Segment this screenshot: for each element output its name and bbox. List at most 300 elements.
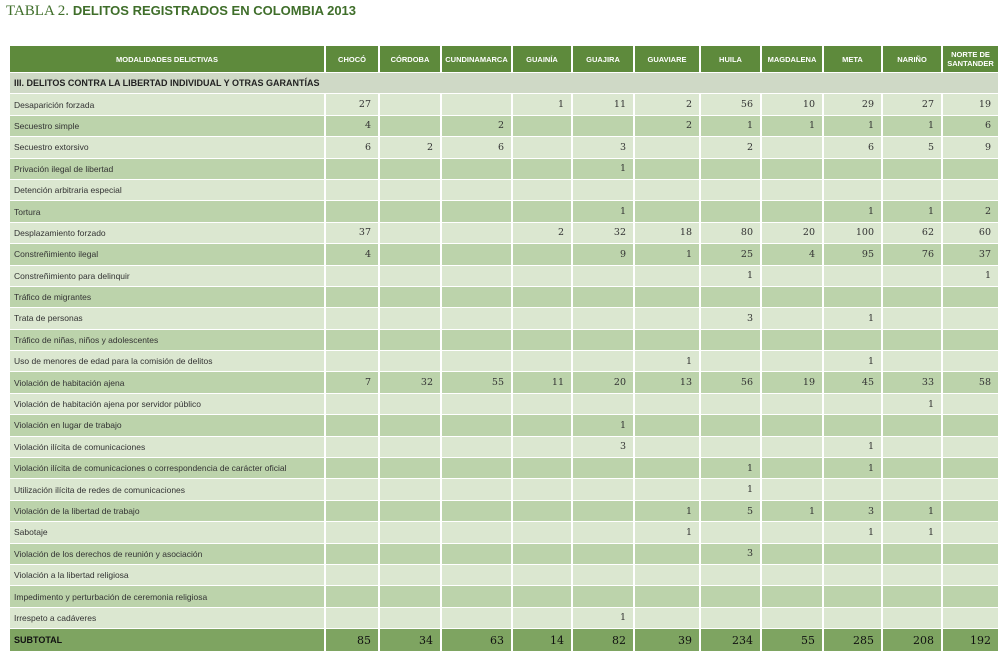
table-cell (326, 180, 378, 200)
subtotal-cell: 192 (943, 629, 998, 651)
table-cell (513, 201, 571, 221)
table-cell (326, 608, 378, 628)
table-row (10, 394, 998, 414)
table-cell: 58 (943, 372, 998, 392)
table-cell (573, 458, 633, 478)
table-cell (762, 458, 822, 478)
table-cell: 80 (701, 223, 760, 243)
table-cell (943, 608, 998, 628)
table-cell (442, 415, 511, 435)
table-cell: 55 (442, 372, 511, 392)
table-cell (442, 180, 511, 200)
table-cell (824, 479, 881, 499)
table-cell (762, 287, 822, 307)
table-cell (442, 522, 511, 542)
table-cell (326, 415, 378, 435)
subtotal-cell: 85 (326, 629, 378, 651)
table-cell (635, 201, 699, 221)
table-cell: 62 (883, 223, 941, 243)
table-cell (442, 351, 511, 371)
table-cell (635, 137, 699, 157)
row-label: Secuestro extorsivo (10, 137, 324, 157)
column-header: GUAINÍA (513, 46, 571, 72)
table-cell (943, 522, 998, 542)
table-cell (573, 266, 633, 286)
table-cell: 56 (701, 372, 760, 392)
table-cell (824, 565, 881, 585)
table-cell (380, 544, 440, 564)
table-cell: 10 (762, 94, 822, 114)
section-row (10, 73, 998, 93)
table-row (10, 501, 998, 521)
table-cell (762, 308, 822, 328)
subtotal-cell: 55 (762, 629, 822, 651)
table-cell (824, 394, 881, 414)
table-cell (442, 223, 511, 243)
table-cell (762, 479, 822, 499)
table-cell: 1 (824, 308, 881, 328)
table-cell (513, 180, 571, 200)
table-cell: 25 (701, 244, 760, 264)
table-cell (824, 544, 881, 564)
table-cell (326, 330, 378, 350)
table-cell (326, 201, 378, 221)
table-cell: 2 (701, 137, 760, 157)
table-cell (380, 522, 440, 542)
table-cell (883, 608, 941, 628)
table-cell (701, 394, 760, 414)
table-row (10, 608, 998, 628)
table-cell (326, 458, 378, 478)
table-cell (380, 437, 440, 457)
table-cell (513, 266, 571, 286)
table-cell (762, 586, 822, 606)
table-cell (824, 415, 881, 435)
table-row (10, 586, 998, 606)
table-cell (943, 180, 998, 200)
table-row (10, 137, 998, 157)
table-cell (635, 608, 699, 628)
column-header: NARIÑO (883, 46, 941, 72)
table-cell: 27 (326, 94, 378, 114)
table-cell (442, 544, 511, 564)
subtotal-cell: 39 (635, 629, 699, 651)
table-cell: 4 (762, 244, 822, 264)
table-cell: 19 (943, 94, 998, 114)
table-cell (762, 608, 822, 628)
table-cell (513, 437, 571, 457)
table-row (10, 351, 998, 371)
table-cell (326, 544, 378, 564)
table-cell: 1 (824, 522, 881, 542)
table-cell: 1 (943, 266, 998, 286)
table-row (10, 522, 998, 542)
table-cell (573, 308, 633, 328)
table-row (10, 201, 998, 221)
table-cell (635, 458, 699, 478)
table-cell (380, 394, 440, 414)
table-cell (326, 501, 378, 521)
table-cell (380, 608, 440, 628)
table-cell: 1 (635, 351, 699, 371)
section-title: III. DELITOS CONTRA LA LIBERTAD INDIVIDUAL Y OTRAS GARANTÍAS (10, 73, 998, 93)
table-cell (883, 565, 941, 585)
subtotal-row (10, 629, 998, 651)
table-cell: 29 (824, 94, 881, 114)
table-row (10, 565, 998, 585)
table-cell (635, 415, 699, 435)
table-cell: 1 (573, 201, 633, 221)
table-cell (701, 159, 760, 179)
table-cell (883, 544, 941, 564)
table-cell: 4 (326, 116, 378, 136)
table-cell: 1 (824, 201, 881, 221)
table-cell (701, 330, 760, 350)
table-cell (943, 287, 998, 307)
table-cell (943, 458, 998, 478)
row-label: Uso de menores de edad para la comisión de delitos (10, 351, 324, 371)
row-label: Impedimento y perturbación de ceremonia religiosa (10, 586, 324, 606)
table-cell (326, 479, 378, 499)
table-cell: 37 (326, 223, 378, 243)
table-body (10, 73, 998, 651)
table-cell (943, 330, 998, 350)
table-cell (573, 394, 633, 414)
table-cell: 3 (824, 501, 881, 521)
table-cell (943, 415, 998, 435)
table-row (10, 287, 998, 307)
table-cell: 2 (635, 116, 699, 136)
table-cell: 6 (824, 137, 881, 157)
table-cell (513, 544, 571, 564)
table-cell (701, 287, 760, 307)
column-header: NORTE DE SANTANDER (943, 46, 998, 72)
table-cell (883, 159, 941, 179)
table-cell (635, 308, 699, 328)
table-cell (883, 479, 941, 499)
table-cell: 95 (824, 244, 881, 264)
subtotal-cell: 82 (573, 629, 633, 651)
table-cell: 1 (762, 501, 822, 521)
table-cell (380, 201, 440, 221)
table-cell (943, 501, 998, 521)
table-cell (573, 501, 633, 521)
table-cell: 3 (701, 544, 760, 564)
table-cell (513, 458, 571, 478)
column-header: META (824, 46, 881, 72)
table-cell: 9 (943, 137, 998, 157)
table-cell (442, 244, 511, 264)
table-cell (513, 394, 571, 414)
table-cell: 6 (943, 116, 998, 136)
table-cell (824, 586, 881, 606)
table-cell (635, 159, 699, 179)
table-cell (380, 479, 440, 499)
table-cell: 1 (573, 415, 633, 435)
table-cell: 3 (573, 137, 633, 157)
table-cell (513, 501, 571, 521)
table-cell (380, 287, 440, 307)
table-cell: 100 (824, 223, 881, 243)
table-cell (762, 180, 822, 200)
subtotal-cell: 34 (380, 629, 440, 651)
table-row (10, 180, 998, 200)
table-cell (442, 266, 511, 286)
table-cell: 2 (442, 116, 511, 136)
row-label: Sabotaje (10, 522, 324, 542)
table-cell (635, 586, 699, 606)
table-cell (513, 137, 571, 157)
table-cell (326, 565, 378, 585)
table-cell: 1 (573, 159, 633, 179)
subtotal-cell: 14 (513, 629, 571, 651)
table-cell: 1 (824, 437, 881, 457)
table-cell (635, 565, 699, 585)
table-cell (943, 479, 998, 499)
table-cell: 1 (513, 94, 571, 114)
table-cell: 2 (943, 201, 998, 221)
table-cell (513, 565, 571, 585)
column-header: CÓRDOBA (380, 46, 440, 72)
table-title (6, 1, 356, 19)
table-cell (326, 586, 378, 606)
table-cell (701, 522, 760, 542)
table-cell (513, 586, 571, 606)
table-cell (824, 608, 881, 628)
table-cell (513, 351, 571, 371)
table-cell (943, 437, 998, 457)
table-row (10, 437, 998, 457)
row-label: Violación ilícita de comunicaciones (10, 437, 324, 457)
row-label: Detención arbitraria especial (10, 180, 324, 200)
table-row (10, 330, 998, 350)
table-cell: 32 (573, 223, 633, 243)
table-cell: 9 (573, 244, 633, 264)
table-cell: 1 (701, 479, 760, 499)
table-cell (442, 458, 511, 478)
column-header-modalidades: MODALIDADES DELICTIVAS (10, 46, 324, 72)
table-row (10, 94, 998, 114)
table-cell (762, 522, 822, 542)
table-cell (573, 330, 633, 350)
table-cell (573, 522, 633, 542)
subtotal-cell: 285 (824, 629, 881, 651)
table-row (10, 244, 998, 264)
table-cell (442, 201, 511, 221)
table-cell (635, 394, 699, 414)
table-cell: 1 (883, 522, 941, 542)
table-cell (762, 351, 822, 371)
table-cell (513, 330, 571, 350)
table-cell (442, 565, 511, 585)
table-cell (883, 266, 941, 286)
table-cell: 3 (701, 308, 760, 328)
table-cell (824, 330, 881, 350)
row-label: Irrespeto a cadáveres (10, 608, 324, 628)
table-row (10, 372, 998, 392)
row-label: Constreñimiento para delinquir (10, 266, 324, 286)
table-cell: 6 (442, 137, 511, 157)
table-cell: 19 (762, 372, 822, 392)
subtotal-cell: 234 (701, 629, 760, 651)
table-cell: 3 (573, 437, 633, 457)
table-title-number: TABLA 2. (6, 3, 69, 19)
table-cell (326, 437, 378, 457)
row-label: Tortura (10, 201, 324, 221)
table-cell: 1 (701, 116, 760, 136)
table-cell (762, 137, 822, 157)
table-cell (701, 586, 760, 606)
table-cell (442, 330, 511, 350)
table-cell (883, 437, 941, 457)
table-row (10, 116, 998, 136)
row-label: Violación de habitación ajena por servidor público (10, 394, 324, 414)
table-cell (883, 351, 941, 371)
table-cell (513, 479, 571, 499)
table-cell: 2 (635, 94, 699, 114)
table-cell (442, 394, 511, 414)
table-cell (762, 437, 822, 457)
table-cell (380, 501, 440, 521)
table-cell (883, 180, 941, 200)
subtotal-cell: 63 (442, 629, 511, 651)
table-row (10, 544, 998, 564)
table-cell (380, 586, 440, 606)
table-cell (573, 116, 633, 136)
table-row (10, 159, 998, 179)
table-cell (573, 479, 633, 499)
table-cell: 1 (824, 351, 881, 371)
table-cell: 32 (380, 372, 440, 392)
table-cell (380, 94, 440, 114)
table-cell (762, 159, 822, 179)
crimes-table (8, 45, 1000, 652)
table-cell (943, 159, 998, 179)
table-cell: 1 (824, 116, 881, 136)
table-cell (635, 544, 699, 564)
column-header: GUAVIARE (635, 46, 699, 72)
table-cell (442, 479, 511, 499)
table-cell (573, 586, 633, 606)
row-label: Tráfico de migrantes (10, 287, 324, 307)
table-cell (326, 394, 378, 414)
table-cell (762, 544, 822, 564)
table-cell (762, 565, 822, 585)
subtotal-cell: 208 (883, 629, 941, 651)
table-cell: 1 (573, 608, 633, 628)
table-cell (442, 308, 511, 328)
table-cell: 1 (635, 501, 699, 521)
table-cell (326, 159, 378, 179)
table-cell (326, 522, 378, 542)
column-header: CUNDINAMARCA (442, 46, 511, 72)
table-cell (635, 437, 699, 457)
table-cell (883, 415, 941, 435)
table-cell (513, 608, 571, 628)
table-cell (824, 266, 881, 286)
table-cell: 45 (824, 372, 881, 392)
table-cell: 1 (635, 244, 699, 264)
table-cell (824, 287, 881, 307)
table-cell: 27 (883, 94, 941, 114)
table-cell (824, 180, 881, 200)
table-cell: 4 (326, 244, 378, 264)
table-cell (442, 159, 511, 179)
table-cell (380, 159, 440, 179)
row-label: Trata de personas (10, 308, 324, 328)
table-cell (701, 565, 760, 585)
table-cell: 1 (883, 201, 941, 221)
row-label: Desplazamiento forzado (10, 223, 324, 243)
table-cell (573, 287, 633, 307)
table-cell: 18 (635, 223, 699, 243)
table-cell (326, 308, 378, 328)
table-cell (943, 308, 998, 328)
table-cell (943, 565, 998, 585)
table-cell (883, 586, 941, 606)
table-cell (442, 586, 511, 606)
table-cell (326, 266, 378, 286)
table-cell (380, 458, 440, 478)
table-cell (442, 501, 511, 521)
table-cell: 76 (883, 244, 941, 264)
table-cell (883, 287, 941, 307)
table-cell (573, 544, 633, 564)
row-label: Constreñimiento ilegal (10, 244, 324, 264)
table-cell (513, 116, 571, 136)
table-cell (701, 201, 760, 221)
row-label: Privación ilegal de libertad (10, 159, 324, 179)
table-cell: 1 (883, 116, 941, 136)
column-header: GUAJIRA (573, 46, 633, 72)
row-label: Violación a la libertad religiosa (10, 565, 324, 585)
row-label: Violación de los derechos de reunión y asociación (10, 544, 324, 564)
table-cell (883, 458, 941, 478)
table-cell (762, 394, 822, 414)
row-label: Desaparición forzada (10, 94, 324, 114)
table-cell: 1 (635, 522, 699, 542)
table-cell: 11 (573, 94, 633, 114)
table-cell (513, 287, 571, 307)
table-cell (442, 287, 511, 307)
table-cell (380, 180, 440, 200)
table-cell: 11 (513, 372, 571, 392)
column-header: CHOCÓ (326, 46, 378, 72)
table-cell (762, 330, 822, 350)
table-cell (701, 415, 760, 435)
table-cell: 20 (762, 223, 822, 243)
subtotal-label: SUBTOTAL (10, 629, 324, 651)
row-label: Violación en lugar de trabajo (10, 415, 324, 435)
table-cell (701, 608, 760, 628)
table-row (10, 223, 998, 243)
table-cell (824, 159, 881, 179)
table-cell (762, 201, 822, 221)
table-cell (380, 244, 440, 264)
table-cell (883, 308, 941, 328)
table-cell (326, 287, 378, 307)
table-cell (513, 159, 571, 179)
table-cell (635, 180, 699, 200)
table-cell: 1 (883, 501, 941, 521)
table-cell (943, 586, 998, 606)
table-cell (442, 94, 511, 114)
table-cell (635, 287, 699, 307)
table-row (10, 266, 998, 286)
table-cell (380, 266, 440, 286)
table-cell (380, 351, 440, 371)
table-cell (943, 351, 998, 371)
